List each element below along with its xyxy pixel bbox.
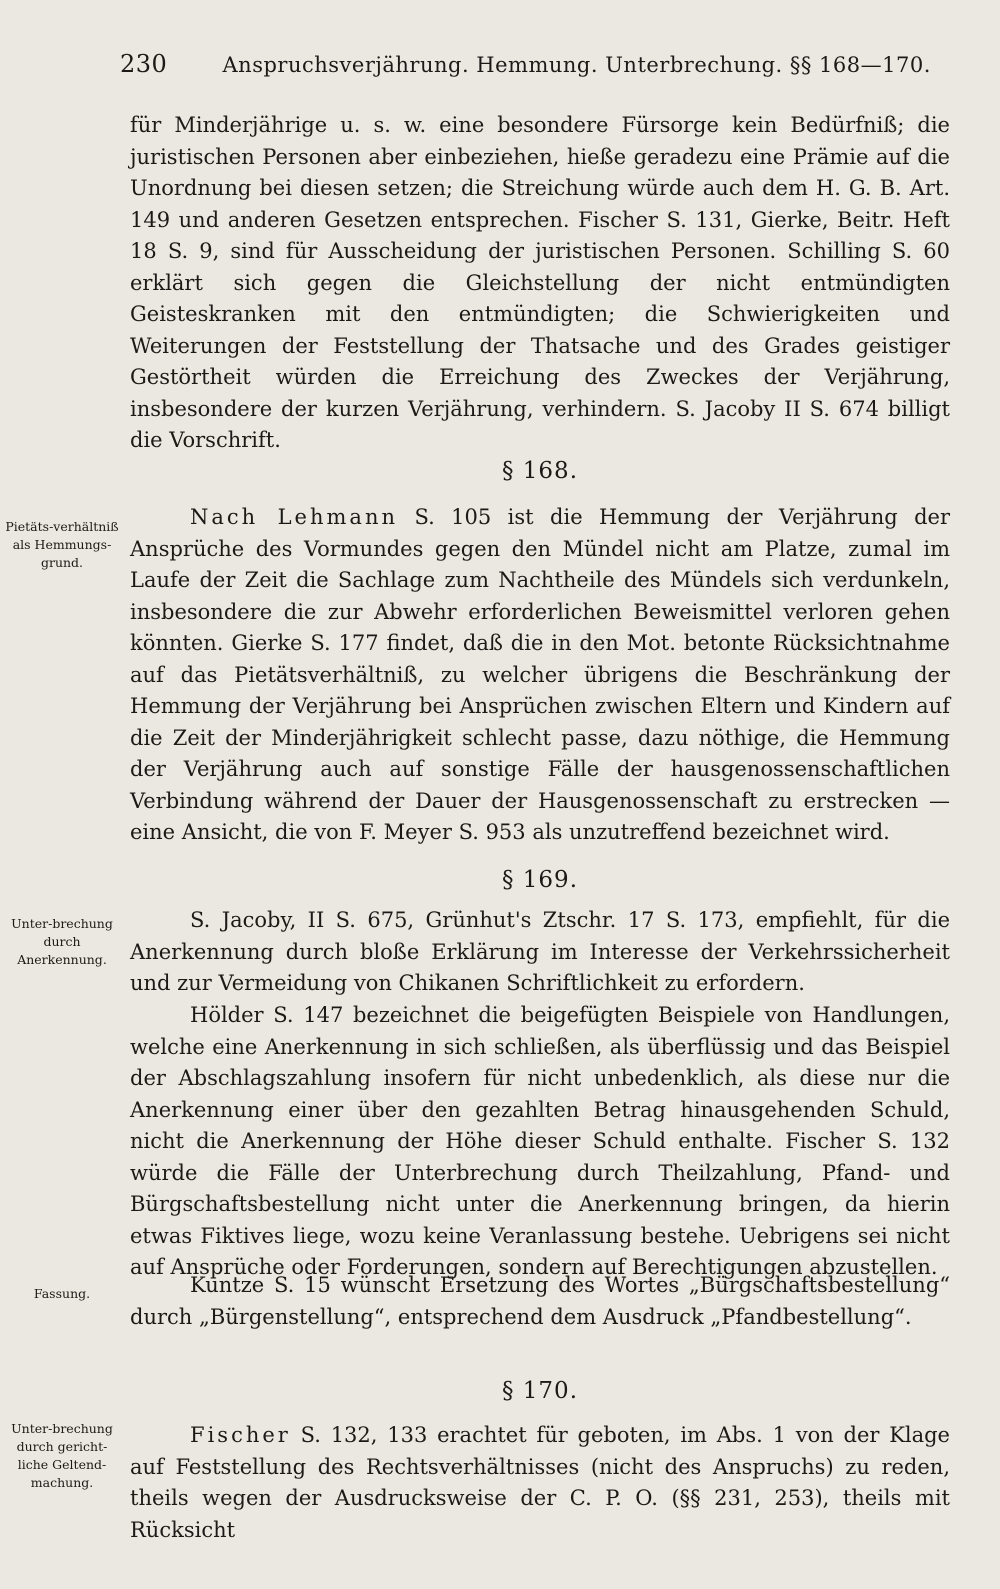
section-169-paragraph-3: [130, 1270, 950, 1333]
section-169-heading: § 169.: [501, 867, 579, 893]
margin-note-170: Unter-brechung durch gericht-liche Geltend-machung.: [11, 1421, 113, 1490]
author-name: Nach Lehmann: [190, 505, 398, 529]
section-168-heading: § 168.: [501, 458, 579, 484]
author-name-170: Fischer: [190, 1423, 291, 1447]
section-169-text-3: Kuntze S. 15 wünscht Ersetzung des Wortes „Bürgschaftsbestellung“ durch „Bürgenstellung“, entsprechend dem Ausdruck „Pfandbestellung“.: [130, 1273, 950, 1329]
section-169-text-1: S. Jacoby, II S. 675, Grünhut's Ztschr. 17 S. 173, empfiehlt, für die Anerkennung durch bloße Erklärung im Interesse der Verkehrssicherheit und zur Vermeidung von Chikanen Schriftlichkeit zu erfordern.: [130, 908, 950, 995]
intro-paragraph: für Minderjährige u. s. w. eine besondere Fürsorge kein Bedürfniß; die juristischen Personen aber einbeziehen, hieße geradezu eine Prämie auf die Unordnung bei diesen setzen; die Streichung würde auch dem H. G. B. Art. 149 und anderen Gesetzen entsprechen. Fischer S. 131, Gierke, Beitr. Heft 18 S. 9, sind für Ausscheidung der juristischen Personen. Schilling S. 60 erklärt sich gegen die Gleichstellung der nicht entmündigten Geisteskranken mit den entmündigten; die Schwierigkeiten und Weiterungen der Feststellung der Thatsache und des Grades geistiger Gestörtheit würden die Erreichung des Zweckes der Verjährung, insbesondere der kurzen Verjährung, verhindern. S. Jacoby II S. 674 billigt die Vorschrift.: [130, 113, 950, 452]
section-169-paragraph-1: [130, 905, 950, 1000]
section-170-paragraph: [130, 1420, 950, 1546]
running-title: Anspruchsverjährung. Hemmung. Unterbrechung. §§ 168—170.: [222, 53, 931, 77]
running-header: [120, 50, 931, 78]
section-170-text: S. 132, 133 erachtet für geboten, im Abs. 1 von der Klage auf Feststellung des Rechtsverhältnisses (nicht des Anspruchs) zu reden, theils wegen der Ausdrucksweise der C. P. O. (§§ 231, 253), theils mit Rücksicht: [130, 1423, 950, 1542]
section-168-paragraph: [130, 502, 950, 849]
margin-note-169-b: Fassung.: [33, 1286, 91, 1301]
section-169-text-2: Hölder S. 147 bezeichnet die beigefügten Beispiele von Handlungen, welche eine Anerkennung in sich schließen, als überflüssig und das Beispiel der Abschlagszahlung insofern für nicht unbedenklich, als diese nur die Anerkennung einer über den gezahlten Betrag hinausgehenden Schuld, nicht die Anerkennung der Höhe dieser Schuld enthalte. Fischer S. 132 würde die Fälle der Unterbrechung durch Theilzahlung, Pfand- und Bürgschaftsbestellung nicht unter die Anerkennung bringen, da hierin etwas Fiktives liege, wozu keine Veranlassung bestehe. Uebrigens sei nicht auf Ansprüche oder Forderungen, sondern auf Berechtigungen abzustellen.: [130, 1003, 950, 1279]
margin-note-169-a: Unter-brechung durch Anerkennung.: [11, 916, 113, 967]
section-168-text: S. 105 ist die Hemmung der Verjährung der Ansprüche des Vormundes gegen den Mündel nicht am Platze, zumal im Laufe der Zeit die Sachlage zum Nachtheile des Mündels sich verdunkeln, insbesondere die zur Abwehr erforderlichen Beweismittel verloren gehen könnten. Gierke S. 177 findet, daß die in den Mot. betonte Rücksichtnahme auf das Pietätsverhältniß, zu welcher übrigens die Beschränkung der Hemmung der Verjährung bei Ansprüchen zwischen Eltern und Kindern auf die Zeit der Minderjährigkeit schlecht passe, dazu nöthige, die Hemmung der Verjährung auch auf sonstige Fälle der hausgenossenschaftlichen Verbindung während der Dauer der Hausgenossenschaft zu erstrecken — eine Ansicht, die von F. Meyer S. 953 als unzutreffend bezeichnet wird.: [130, 505, 950, 844]
page-number: 230: [120, 50, 168, 78]
section-170-heading: § 170.: [501, 1378, 579, 1404]
section-169-paragraph-2: [130, 1000, 950, 1284]
margin-note-168: Pietäts-verhältniß als Hemmungs-grund.: [5, 519, 119, 570]
